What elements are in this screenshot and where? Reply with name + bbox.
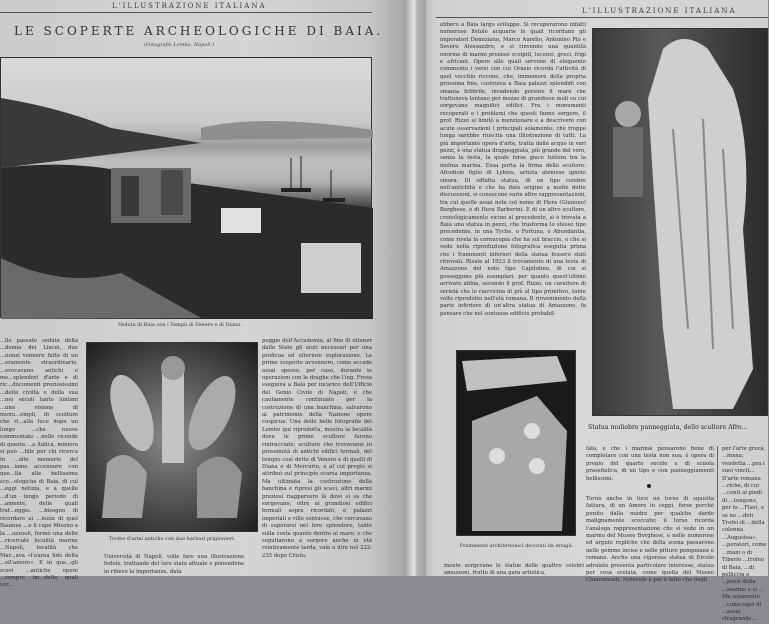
statue-illustration xyxy=(593,29,769,417)
header-rule xyxy=(436,17,768,18)
binding-gutter xyxy=(404,0,426,576)
text-column-2a: fala, e che i marinai pensarono bene di completare con una testa non sua; è opera di pregio del quarto secolo e di scuola prassitelica, di un tipo e con panneggiamenti bellissimi. xyxy=(586,446,714,482)
fragments-illustration xyxy=(457,351,577,537)
draped-statue-photo xyxy=(592,28,768,416)
article-subtitle: (Fotografie Lembo, Napoli.) xyxy=(143,42,215,48)
running-header: L'ILLUSTRAZIONE ITALIANA xyxy=(112,2,267,10)
text-column-1: ...lle passate sedute della ...demia dei Lincei, due ...nunzi vennero fatte di un ...eramente straordinario, ...evocavano antichi e me...splendori d'arte e di ric...documenti preziosissimi ...della civiltà e della sua ...nei secoli tanto lontani ...una visione di monu...empli, di sculture che ri...alla luce dopo un lungo ...che nuove commentate ...nelle vicende di questa ...a italica, miniera si può ...bile per chi ricerca in ...olte memorie del pas...iamo accennare con que...lla alle bellissime sco...ologiche di Baia, di cui ...eggi notizia, e a quelle ...d'un lungo periodo di ...amente, delle quali trat...oggio. ...bisogno di ricordare ai ...lezza di quel Baianus ...e il capo Miseno e la ...ozzuoli, formò una delle ...ricercate località marine ...Napoli, località che Mar...ava «l'aurea lido della ...ell'amore». E in que...gli scavi ...antiche opere ...sempre im...delle quali vor... xyxy=(0,338,78,589)
text-column-2: Università di Napoli, volle fare una illustrazione fedele, trattando del loro stato attuale e ponendone in rilievo la importanza, data xyxy=(104,554,244,575)
right-page xyxy=(414,0,768,623)
middle-photo-caption: Trofeo d'armi antiche con due barbari prigionieri. xyxy=(108,536,236,542)
article-title: LE SCOPERTE ARCHEOLOGICHE DI BAIA. xyxy=(14,24,384,38)
section-divider-dot xyxy=(647,484,651,488)
running-header: L'ILLUSTRAZIONE ITALIANA xyxy=(582,7,737,15)
text-column-3: per l'arte greca, ...mana; vendetta ...pra i suoi vincit... D'arte romana ...riche, di cui ...centi ai piedi di ...tengono, per lo ...Flavi, e se ne ...doti Trofei di ...della colonna ...Augustea», ...peratori, come ...mani o di Tiberio ...trofeo di Baia, ...di pelliccia e ...pezzi della ...marino e si ... Ma solamente ...cuna capo di ...assai stragrande... xyxy=(722,446,767,623)
text-column-3: poggio dell'Accademia, al fine di ottener dallo Stato gli aiuti necessari per una proficua ed ulteriore esplorazione. Le prime scoperte avvennero, come accade assai spesso, per caso, durante le operazioni con le draghe che l'ing. Fresa eseguiva a Baia per incarico dell'Ufficio del Genio Civile di Napoli, e che cautamente continuate per la costruzione di una banchina, salvarono al patrimonio della Nazione opere cospicue. Una delle belle fotografie del Lembo qui riprodotta, mostra la località dove le prime sculture furono rintracciate; sculture che trovavansi in prossimità di antichi edifici termali, del tempio così detto di Venere e di quelli di Diana e di Mercurio, e al cui pregio si attribuì sul principio scarsa importanza. Ma ultimata la costruzione della banchina e ripresi gli scavi, altri marmi preziosi riapparvero là dove si sa che sorgevano, oltre ai grandiosi edifici termali sopra ricordati, e palazzi imperiali e ville sontuose, che cercavano di superarsi nel loro splendore, tanto sulla costa quanto dentro al mare; e che seguitarono a sorgere anche in età relativamente tarda, vale a dire nel 222-235 dopo Cristo. xyxy=(262,338,372,559)
column-rule xyxy=(717,446,718,576)
baia-landscape-photo xyxy=(0,57,372,318)
text-column-2b: Tornò anche in luce un torso di squisita fattura, di un Amore in ceppi, forse perchè punito dalla madre per qualche dardo malignamente scoccato; il torso ricorda l'analoga rappresentazione che si vede in un marmo del Museo Borghese, e nelle numerose ed argute repliche che della scena passarono nelle gemme incise e nelle pitture pompeiane e romane. Anche una vigorosa statua di Ercole adraiato presenta particolare interesse, statua per cosa scolata, come quella del Museo Chiaramonti. Notevole è poi il fatto che dagli xyxy=(586,496,714,584)
fragments-caption: Frammenti architettonici decorati da intagli. xyxy=(459,543,574,549)
landscape-illustration xyxy=(1,58,373,319)
main-photo-caption: Veduta di Baia con i Tempii di Venere e di Diana. xyxy=(118,322,242,328)
arms-trophy-photo xyxy=(86,342,258,532)
header-rule xyxy=(0,12,372,13)
text-column-1: ebbero a Baia largo sviluppo. Si recuperarono infatti numerose fistole acquarie le quali ricordano gli imperatori Domiziano, Marco Aurelio, Antonino Pio e Severo Alessandro; e si rinvenne una quantità enorme di marmi preziosi scolpiti, lucensi, greci, frigi e africani. Opere alle quali servono di eloquente commento i versi con cui Orazio ricorda l'attività di quel vecchio riccone, che, immemore della propria prossima fine, costruiva a Baia palazzi splendidi con smania febbrile, invadendo persino il mare che tratteneva lontano per mezzo di grandiose moli su cui sorgevano magnifici edifici. Fra i monumenti recuperati e i problemi che questi fanno sorgere, il prof. Rizzo si limitò a menzionare e a descrivere con acute osservazioni i principali solamente; chè troppo lunga sarebbe riuscita una illustrazione di tutti. La più importante opera d'arte, tratta dalle acque in vari pezzi, è una statua drappeggiata, più grande del vero, senza la testa, la quale forse giace tuttora tra la melma marina. Essa porta la firma dello scultore: Afrodisio figlio di Lybios, artista ateniese ignoto sinora. Di siffatta statua, di un tipo celebre nell'antichità e che ha dato origine a molte dotte discussioni, si conoscono varie altre rappresentazioni, tra cui quelle assai note col nome di Hera (Giunone) Borghese, e di Hera Barberini. E di un altro scultore, cronologicamente vicino al precedente, si è trovata a Baia una statua in pezzi, che trasforma lo stesso tipo precedente, in una Tyche, o Fortuna, o Abundantia, come rivela la cornucopia che ha sul braccio, e che si vede nella riproduzione fotografica eseguita prima che i frammenti inferiori della statua fossero stati ritrovati. Risale al 1923 il trovamento di una testa di Amazzone del noto tipo Capitolino, di cui si posseggono più esemplari, per quanto quest'ultimo arrivato abbia, secondo il prof. Rizzo, un carattere di serietà che lo riavvicina di più al tipo primitivo, tante volte riprodotto nell'età romana. Il rinvenimento della parte inferiore di un'altra statua di Amazzone, fa pensare che nel sontuoso edificio probabil- xyxy=(440,22,586,317)
architectural-fragments-photo xyxy=(456,350,576,536)
relief-illustration xyxy=(87,343,259,533)
statue-caption: Statua muliebre panneggiata, dello scultore Afro... xyxy=(588,424,748,431)
fragments-text: mente sorgevano le statue delle quattro celebri amazzoni, frutto di una gara artistica, xyxy=(444,563,584,577)
